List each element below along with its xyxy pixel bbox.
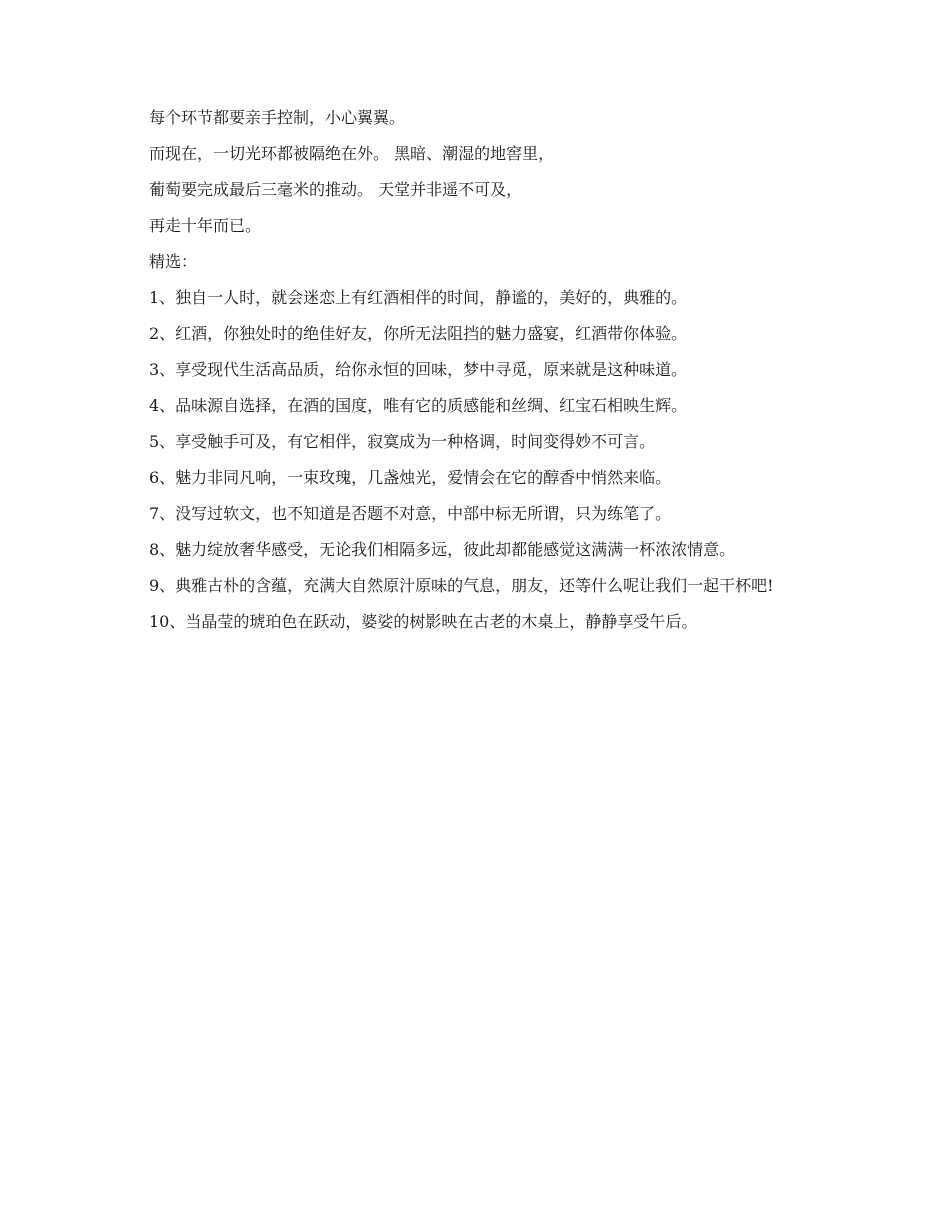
list-item-7: 7、没写过软文，也不知道是否题不对意，中部中标无所谓，只为练笔了。 <box>149 504 672 523</box>
paragraph-intro-3: 葡萄要完成最后三毫米的推动。 天堂并非遥不可及， <box>149 180 523 199</box>
list-item-8: 8、魅力绽放奢华感受，无论我们相隔多远，彼此却都能感觉这满满一杯浓浓情意。 <box>149 540 736 559</box>
list-item-1: 1、独自一人时，就会迷恋上有红酒相伴的时间，静谧的，美好的，典雅的。 <box>149 288 688 307</box>
list-item-3: 3、享受现代生活高品质，给你永恒的回味，梦中寻觅，原来就是这种味道。 <box>149 360 688 379</box>
list-item-6: 6、魅力非同凡响，一束玫瑰，几盏烛光，爱情会在它的醇香中悄然来临。 <box>149 468 672 487</box>
list-item-2: 2、红酒，你独处时的绝佳好友，你所无法阻挡的魅力盛宴，红酒带你体验。 <box>149 324 688 343</box>
list-item-9: 9、典雅古朴的含蕴，充满大自然原汁原味的气息，朋友，还等什么呢让我们一起干杯吧! <box>149 576 774 595</box>
list-item-4: 4、品味源自选择，在酒的国度，唯有它的质感能和丝绸、红宝石相映生辉。 <box>149 396 688 415</box>
paragraph-intro-1: 每个环节都要亲手控制，小心翼翼。 <box>149 108 406 127</box>
paragraph-intro-2: 而现在，一切光环都被隔绝在外。 黑暗、潮湿的地窖里， <box>149 144 555 163</box>
list-item-5: 5、享受触手可及，有它相伴，寂寞成为一种格调，时间变得妙不可言。 <box>149 432 656 451</box>
paragraph-intro-4: 再走十年而已。 <box>149 216 262 235</box>
section-heading: 精选： <box>149 252 198 271</box>
list-item-10: 10、当晶莹的琥珀色在跃动，婆娑的树影映在古老的木桌上，静静享受午后。 <box>149 612 698 631</box>
document-body <box>113 108 835 648</box>
